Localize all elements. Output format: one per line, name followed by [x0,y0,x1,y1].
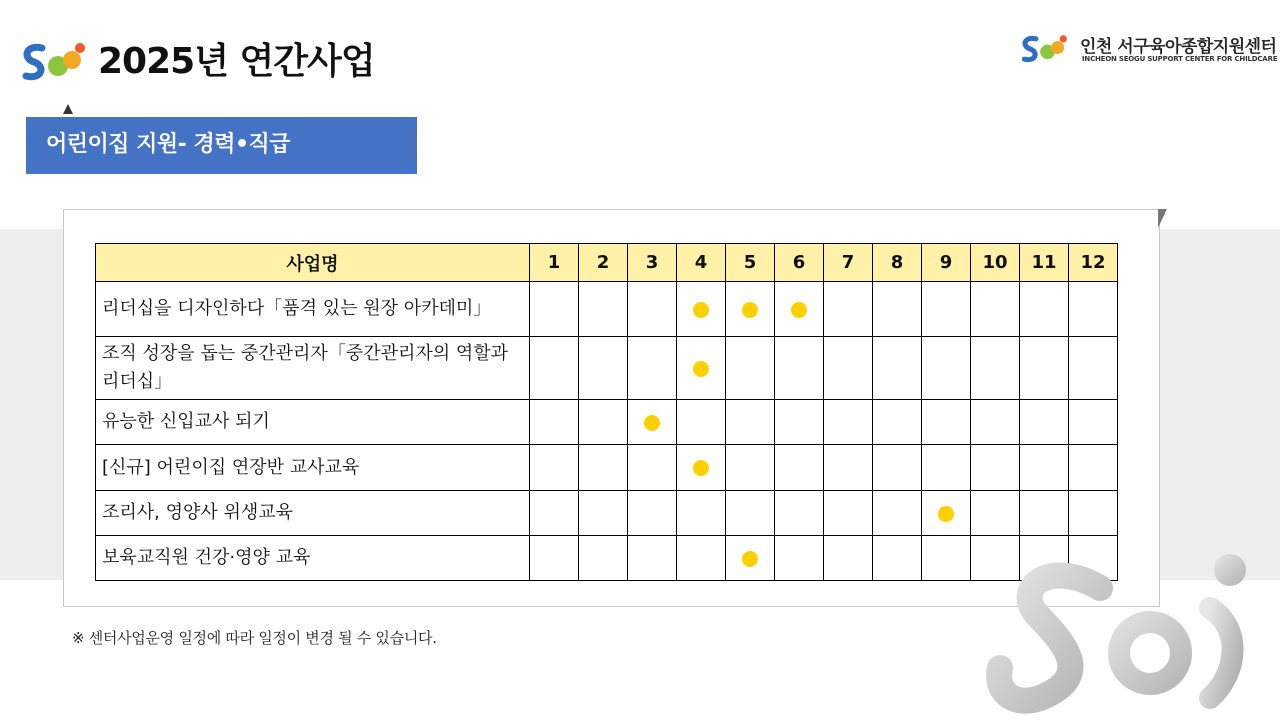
column-header-month: 12 [1069,244,1118,282]
triangle-marker-icon [63,104,73,114]
month-cell [677,445,726,491]
column-header-month: 7 [824,244,873,282]
month-cell [873,282,922,337]
watermark-logo-icon [980,548,1270,718]
month-cell [971,282,1020,337]
month-cell [971,400,1020,445]
column-header-month: 9 [922,244,971,282]
month-cell [677,536,726,581]
schedule-dot-icon [742,302,758,318]
month-cell [1069,282,1118,337]
month-cell [824,282,873,337]
month-cell [726,445,775,491]
month-cell [775,445,824,491]
table-header-row [96,244,1118,282]
month-cell [1020,491,1069,536]
month-cell [726,282,775,337]
month-cell [579,400,628,445]
table-row [96,445,1118,491]
month-cell [775,282,824,337]
month-cell [873,400,922,445]
month-cell [1020,400,1069,445]
month-cell [824,491,873,536]
month-cell [579,491,628,536]
month-cell [775,337,824,400]
month-cell [530,282,579,337]
month-cell [873,337,922,400]
month-cell [628,337,677,400]
month-cell [677,400,726,445]
month-cell [775,491,824,536]
panel-corner-fold [1158,209,1167,228]
column-header-month: 2 [579,244,628,282]
program-name-cell: 유능한 신입교사 되기 [96,400,530,445]
month-cell [530,445,579,491]
month-cell [726,536,775,581]
month-cell [824,337,873,400]
month-cell [1069,445,1118,491]
footnote: ※ 센터사업운영 일정에 따라 일정이 변경 될 수 있습니다. [72,629,437,647]
column-header-name: 사업명 [96,244,530,282]
month-cell [1069,400,1118,445]
month-cell [1069,491,1118,536]
program-name-cell: 리더십을 디자인하다「품격 있는 원장 아카데미」 [96,282,530,337]
column-header-month: 4 [677,244,726,282]
month-cell [530,400,579,445]
month-cell [922,445,971,491]
month-cell [824,400,873,445]
month-cell [873,445,922,491]
table-row [96,282,1118,337]
schedule-dot-icon [938,506,954,522]
column-header-month: 5 [726,244,775,282]
schedule-dot-icon [791,302,807,318]
schedule-dot-icon [742,551,758,567]
org-subtitle: INCHEON SEOGU SUPPORT CENTER FOR CHILDCARE [1082,55,1278,63]
column-header-month: 3 [628,244,677,282]
month-cell [677,337,726,400]
month-cell [628,445,677,491]
column-header-month: 11 [1020,244,1069,282]
month-cell [922,282,971,337]
month-cell [530,337,579,400]
column-header-month: 1 [530,244,579,282]
month-cell [628,400,677,445]
month-cell [873,536,922,581]
column-header-month: 10 [971,244,1020,282]
month-cell [775,536,824,581]
month-cell [1020,282,1069,337]
month-cell [922,337,971,400]
table-row [96,536,1118,581]
schedule-dot-icon [644,415,660,431]
table-row [96,400,1118,445]
table-row [96,337,1118,400]
month-cell [628,491,677,536]
month-cell [726,337,775,400]
page-title: 2025년 연간사업 [98,41,375,82]
month-cell [530,536,579,581]
schedule-table [95,243,1118,581]
month-cell [971,445,1020,491]
schedule-dot-icon [693,302,709,318]
month-cell [530,491,579,536]
month-cell [579,337,628,400]
month-cell [922,400,971,445]
month-cell [873,491,922,536]
program-name-cell: [신규] 어린이집 연장반 교사교육 [96,445,530,491]
month-cell [677,491,726,536]
month-cell [824,445,873,491]
program-name-cell: 보육교직원 건강·영양 교육 [96,536,530,581]
month-cell [579,445,628,491]
month-cell [971,337,1020,400]
org-logo-icon [1020,32,1072,66]
month-cell [628,536,677,581]
month-cell [922,491,971,536]
month-cell [1069,337,1118,400]
month-cell [677,282,726,337]
schedule-dot-icon [693,460,709,476]
month-cell [1020,445,1069,491]
month-cell [726,491,775,536]
program-name-cell: 조직 성장을 돕는 중간관리자「중간관리자의 역할과 리더십」 [96,337,530,400]
section-header: 어린이집 지원- 경력•직급 [26,117,417,174]
org-name: 인천 서구육아종합지원센터 [1080,37,1277,57]
month-cell [579,282,628,337]
month-cell [1020,337,1069,400]
month-cell [971,491,1020,536]
schedule-dot-icon [693,361,709,377]
month-cell [579,536,628,581]
program-name-cell: 조리사, 영양사 위생교육 [96,491,530,536]
month-cell [775,400,824,445]
month-cell [628,282,677,337]
center-logo-icon [20,40,92,84]
table-row [96,491,1118,536]
month-cell [922,536,971,581]
month-cell [726,400,775,445]
column-header-month: 6 [775,244,824,282]
column-header-month: 8 [873,244,922,282]
month-cell [824,536,873,581]
